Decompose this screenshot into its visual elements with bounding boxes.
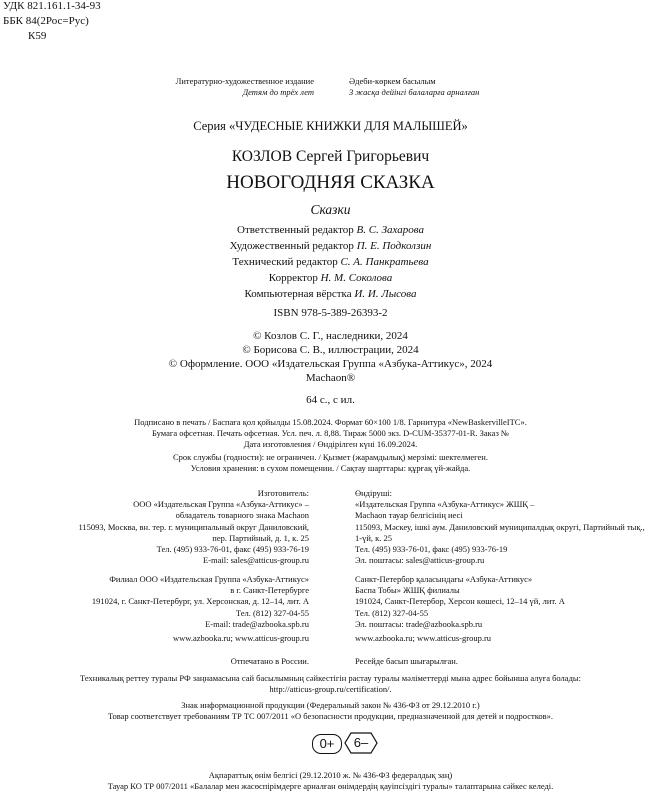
copyright-line: Machaon®: [305, 372, 356, 384]
bbk-code: ББК 84(2Рос=Рус): [3, 15, 89, 27]
safety-compliance-kz: Тауар КО ТР 007/2011 «Балалар мен жасөспірімдерге арналған өнімдердің қауіпсіздігі туралы» талаптарына сәйкес келеді.: [107, 781, 554, 791]
credit-line: Ответственный редактор В. С. Захарова: [237, 224, 424, 236]
info-mark-kz: Ақпараттық өнім белгісі (29.12.2010 ж. № 436-ФЗ федералдық заң): [208, 770, 453, 780]
website-ru: www.azbooka.ru; www.atticus-group.ru: [172, 633, 309, 643]
genre: Сказки: [310, 202, 351, 217]
storage-conditions: Условия хранения: в сухом помещении. / Сақтау шарттары: құрғақ үй-жайда.: [190, 463, 471, 473]
tech-regulation: Техникалық реттеу туралы РФ заңнамасына сай басылымның сәйкестігін растау туралы мәліметтерді мына адрес бойынша алуға болады:: [80, 673, 581, 683]
branch-kz: Санкт-Петербор қаласындағы «Азбука-Аттикус» Баспа Тобы» ЖШҚ филиалы 191024, Санкт-Петербор, Херсон көшесі, 12–14 үй, лит. А Тел. (812) 327-04-55 Эл. поштасы: trade@azbooka.spb.ru: [355, 574, 565, 629]
printed-in-kz: Ресейде басып шығарылған.: [355, 656, 458, 666]
book-title: НОВОГОДНЯЯ СКАЗКА: [226, 172, 435, 193]
credit-line: Компьютерная вёрстка И. И. Лысова: [244, 288, 417, 300]
edition-type-ru: Литературно-художественное издание Детям до трёх лет: [175, 76, 314, 97]
printed-in-ru: Отпечатано в России.: [230, 656, 309, 666]
author-name: КОЗЛОВ Сергей Григорьевич: [231, 148, 430, 165]
print-info-line: Подписано в печать / Баспаға қол қойылды 15.08.2024. Формат 60×100 1/8. Гарнитура «NewBaskervilleITC».: [134, 417, 527, 427]
isbn: ISBN 978-5-389-26393-2: [273, 307, 388, 319]
udk-code: УДК 821.161.1-34-93: [3, 0, 101, 12]
branch-ru: Филиал ООО «Издательская Группа «Азбука-Аттикус» в г. Санкт-Петербурге 191024, г. Санкт-Петербург, ул. Херсонская, д. 12–14, лит. А Тел. (812) 327-04-55 E-mail: trade@azbooka.spb.ru: [91, 574, 309, 629]
copyright-line: © Козлов С. Г., наследники, 2024: [253, 330, 408, 342]
copyright-line: © Оформление. ООО «Издательская Группа «Азбука-Аттикус», 2024: [168, 358, 493, 370]
credit-line: Художественный редактор П. Е. Подколзин: [229, 240, 432, 252]
manufacturer-ru: Изготовитель: ООО «Издательская Группа «Азбука-Аттикус» – обладатель товарного знака Machaon 115093, Москва, вн. тер. г. муниципальный округ Даниловский, пер. Партийный, д. 1, к. 25 Тел. (495) 933-76-01, факс (495) 933-76-19 E-mail: sales@atticus-group.ru: [78, 488, 309, 566]
website-kz: www.azbooka.ru; www.atticus-group.ru: [355, 633, 492, 643]
certification-url: http://atticus-group.ru/certification/.: [269, 684, 392, 694]
series-title: Серия «ЧУДЕСНЫЕ КНИЖКИ ДЛЯ МАЛЫШЕЙ»: [193, 119, 468, 133]
age-rating-badge-kz: [344, 732, 378, 754]
credit-line: Технический редактор С. А. Панкратьева: [232, 256, 429, 268]
age-rating-kz-text: 6–: [353, 735, 369, 750]
page-count: 64 с., с ил.: [306, 394, 355, 406]
age-rating-badge: 0+: [312, 734, 342, 754]
print-info-line: Бумага офсетная. Печать офсетная. Усл. печ. л. 8,88. Тираж 5000 экз. D-CUM-35377-01-R. Заказ №: [151, 428, 510, 438]
manufacturer-kz: Өндіруші: «Издательская Группа «Азбука-Аттикус» ЖШҚ – Machaon тауар белгісінің иесі 115093, Мәскеу, ішкі аум. Даниловский муниципалдық округі, Партийный тық., 1-үй, к. 25 Тел. (495) 933-76-01, факс (495) 933-76-19 Эл. поштасы: sales@atticus-group.ru: [355, 488, 645, 566]
service-life: Срок службы (годности): не ограничен. / Қызмет (жарамдылық) мерзімі: шектелмеген.: [173, 452, 488, 462]
credit-line: Корректор Н. М. Соколова: [268, 272, 393, 284]
info-mark-ru: Знак информационной продукции (Федеральный закон № 436-ФЗ от 29.12.2010 г.): [181, 700, 480, 710]
print-info-line: Дата изготовления / Өндірілген күні 16.09.2024.: [243, 439, 418, 449]
safety-compliance-ru: Товар соответствует требованиям ТР ТС 007/2011 «О безопасности продукции, предназначенной для детей и подростков».: [107, 711, 554, 721]
author-mark: К59: [28, 30, 47, 42]
copyright-line: © Борисова С. В., иллюстрации, 2024: [242, 344, 419, 356]
edition-type-kz: Әдеби-көркем басылым 3 жасқа дейінгі балаларға арналған: [349, 76, 480, 97]
